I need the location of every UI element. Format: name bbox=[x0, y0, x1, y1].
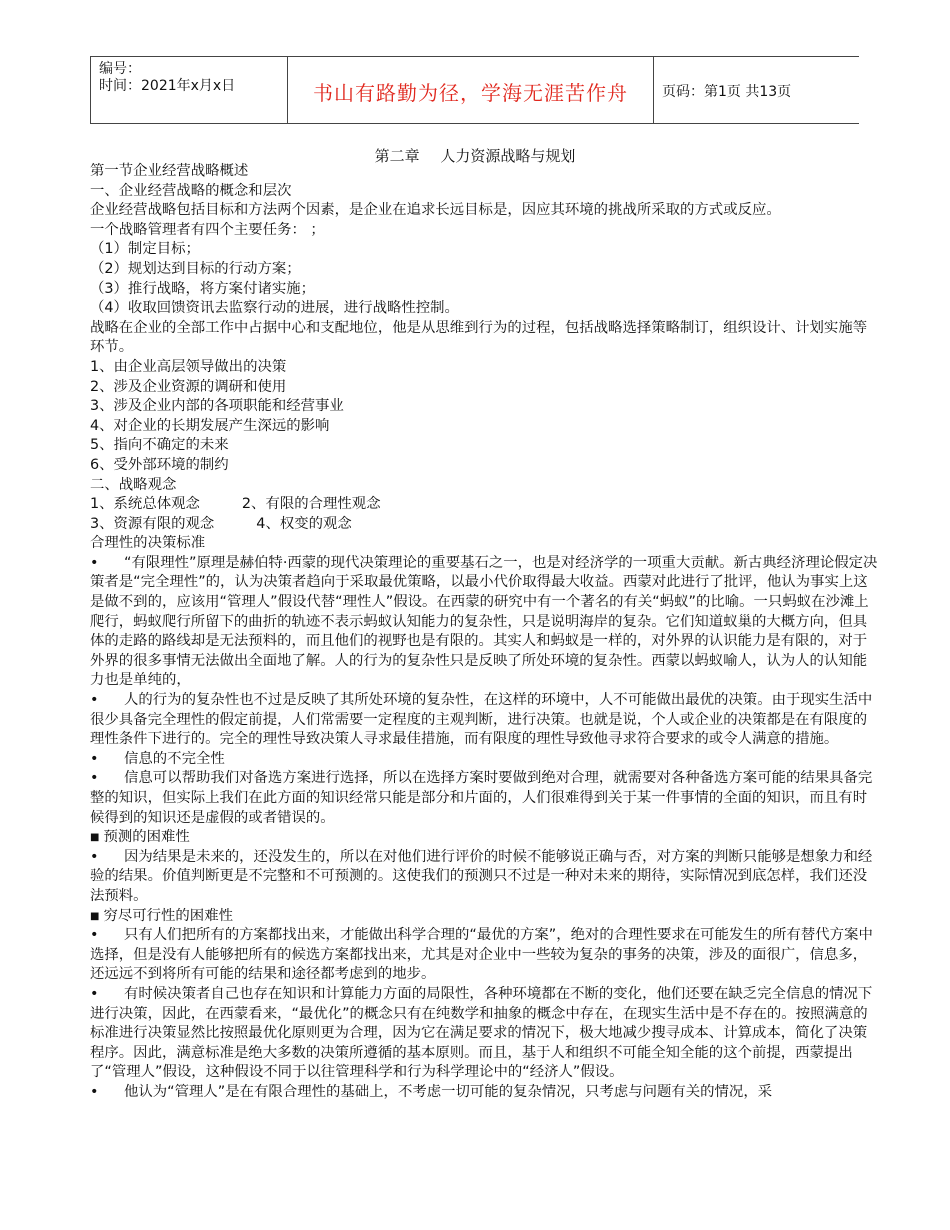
header-meta-cell bbox=[91, 57, 288, 123]
page-info: 页码：第1页 共13页 bbox=[662, 84, 792, 100]
square-heading: ■ 穷尽可行性的困难性 bbox=[90, 907, 880, 927]
time-label: 时间：2021年x月x日 bbox=[99, 78, 236, 94]
bullet-paragraph: • 因为结果是未来的，还没发生的，所以在对他们进行评价的时候不能够说正确与否，对方案的判断只能够是想象力和经验的结果。价值判断更是不完整和不可预测的。这使我们的预测只不过是一种对未来的期待，实际情况到底怎样，我们还没法预料。 bbox=[90, 848, 880, 907]
text-line: （4）收取回馈资讯去监察行动的进展，进行战略性控制。 bbox=[90, 300, 459, 317]
text-line: 4、对企业的长期发展产生深远的影响 bbox=[90, 417, 330, 434]
text-line: 第一节企业经营战略概述 bbox=[90, 163, 249, 179]
bullet-paragraph: • “有限理性”原理是赫伯特·西蒙的现代决策理论的重要基石之一，也是对经济学的一项重大贡献。新古典经济理论假定决策者是“完全理性”的，认为决策者趋向于采取最优策略，以最小代价取得最大收益。西蒙对此进行了批评，他认为事实上这是做不到的，应该用“管理人”假设代替“理性人”假设。在西蒙的研究中有一个著名的有关“蚂蚁”的比喻。一只蚂蚁在沙滩上爬行，蚂蚁爬行所留下的曲折的轨迹不表示蚂蚁认知能力的复杂性，只是说明海岸的复杂。它们知道蚁巢的大概方向，但具体的走路的路线却是无法预料的，而且他们的视野也是有限的。其实人和蚂蚁是一样的，对外界的认识能力是有限的，对于外界的很多事情无法做出全面地了解。人的行为的复杂性只是反映了所处环境的复杂性。西蒙以蚂蚁喻人，认为人的认知能力也是单纯的， bbox=[90, 554, 880, 691]
text-line: 1、由企业高层领导做出的决策 bbox=[90, 358, 287, 375]
text-line: 战略在企业的全部工作中占据中心和支配地位，他是从思维到行为的过程，包括战略选择策略制订，组织设计、计划实施等环节。 bbox=[90, 319, 868, 356]
header-page-cell bbox=[654, 57, 859, 123]
bullet-paragraph: • 人的行为的复杂性也不过是反映了其所处环境的复杂性，在这样的环境中，人不可能做出最优的决策。由于现实生活中很少具备完全理性的假定前提，人们常需要一定程度的主观判断，进行决策。也就是说，个人或企业的决策都是在有限度的理性条件下进行的。完全的理性导致决策人寻求最佳措施，而有限度的理性导致他寻求符合要求的或令人满意的措施。 bbox=[90, 691, 880, 750]
text-line: 3、涉及企业内部的各项职能和经营事业 bbox=[90, 398, 344, 415]
text-line: （2）规划达到目标的行动方案； bbox=[90, 260, 301, 277]
pair-item: 4、权变的观念 bbox=[256, 515, 352, 532]
pair-item: 2、有限的合理性观念 bbox=[241, 496, 381, 513]
header-motto-cell bbox=[288, 57, 654, 123]
bullet-paragraph: • 信息可以帮助我们对备选方案进行选择，所以在选择方案时要做到绝对合理，就需要对各种备选方案可能的结果具备完整的知识，但实际上我们在此方面的知识经常只能是部分和片面的，人们很难得到关于某一件事情的全面的知识，而且有时候得到的知识还是虚假的或者错误的。 bbox=[90, 769, 880, 828]
chapter-name: 人力资源战略与规划 bbox=[440, 147, 576, 165]
pair-item: 3、资源有限的观念 bbox=[90, 515, 215, 532]
text-line: 5、指向不确定的未来 bbox=[90, 437, 229, 454]
text-line: 一个战略管理者有四个主要任务： ； bbox=[90, 221, 325, 238]
pair-item: 1、系统总体观念 bbox=[90, 496, 200, 513]
chapter-number: 第二章 bbox=[374, 147, 420, 165]
document-body bbox=[90, 162, 880, 1103]
text-line: 一、企业经营战略的概念和层次 bbox=[90, 182, 292, 199]
paired-items bbox=[90, 515, 880, 535]
bullet-paragraph: • 信息的不完全性 bbox=[90, 750, 880, 770]
text-line: （3）推行战略，将方案付诸实施； bbox=[90, 280, 316, 297]
bullet-paragraph: • 只有人们把所有的方案都找出来，才能做出科学合理的“最优的方案”，绝对的合理性要求在可能发生的所有替代方案中选择，但是没有人能够把所有的候选方案都找出来，尤其是对企业中一些较为复杂的事务的决策，涉及的面很广，信息多，还远远不到将所有可能的结果和途径都考虑到的地步。 bbox=[90, 926, 880, 985]
square-heading: ■ 预测的困难性 bbox=[90, 828, 880, 848]
bullet-paragraph: • 有时候决策者自己也存在知识和计算能力方面的局限性，各种环境都在不断的变化，他们还要在缺乏完全信息的情况下进行决策，因此，在西蒙看来，“最优化”的概念只有在纯数学和抽象的概念中存在，在现实生活中是不存在的。按照满意的标准进行决策显然比按照最优化原则更为合理，因为它在满足要求的情况下，极大地减少搜寻成本、计算成本，简化了决策程序。因此，满意标准是绝大多数的决策所遵循的基本原则。而且，基于人和组织不可能全知全能的这个前提，西蒙提出了“管理人”假设，这种假设不同于以往管理科学和行为科学理论中的“经济人”假设。 bbox=[90, 985, 880, 1083]
motto-text: 书山有路勤为径，学海无涯苦作舟 bbox=[313, 81, 628, 105]
code-label: 编号： bbox=[99, 61, 141, 77]
paired-items bbox=[90, 495, 880, 515]
text-line: 合理性的决策标准 bbox=[90, 535, 206, 552]
text-line: 6、受外部环境的制约 bbox=[90, 456, 229, 473]
text-line: 二、战略观念 bbox=[90, 476, 177, 493]
text-line: 企业经营战略包括目标和方法两个因素，是企业在追求长远目标是，因应其环境的挑战所采取的方式或反应。 bbox=[90, 202, 781, 219]
text-line: （1）制定目标； bbox=[90, 241, 200, 258]
header-table bbox=[90, 56, 859, 124]
text-line: 2、涉及企业资源的调研和使用 bbox=[90, 378, 287, 395]
bullet-paragraph: • 他认为“管理人”是在有限合理性的基础上，不考虑一切可能的复杂情况，只考虑与问题有关的情况，采 bbox=[90, 1083, 880, 1103]
